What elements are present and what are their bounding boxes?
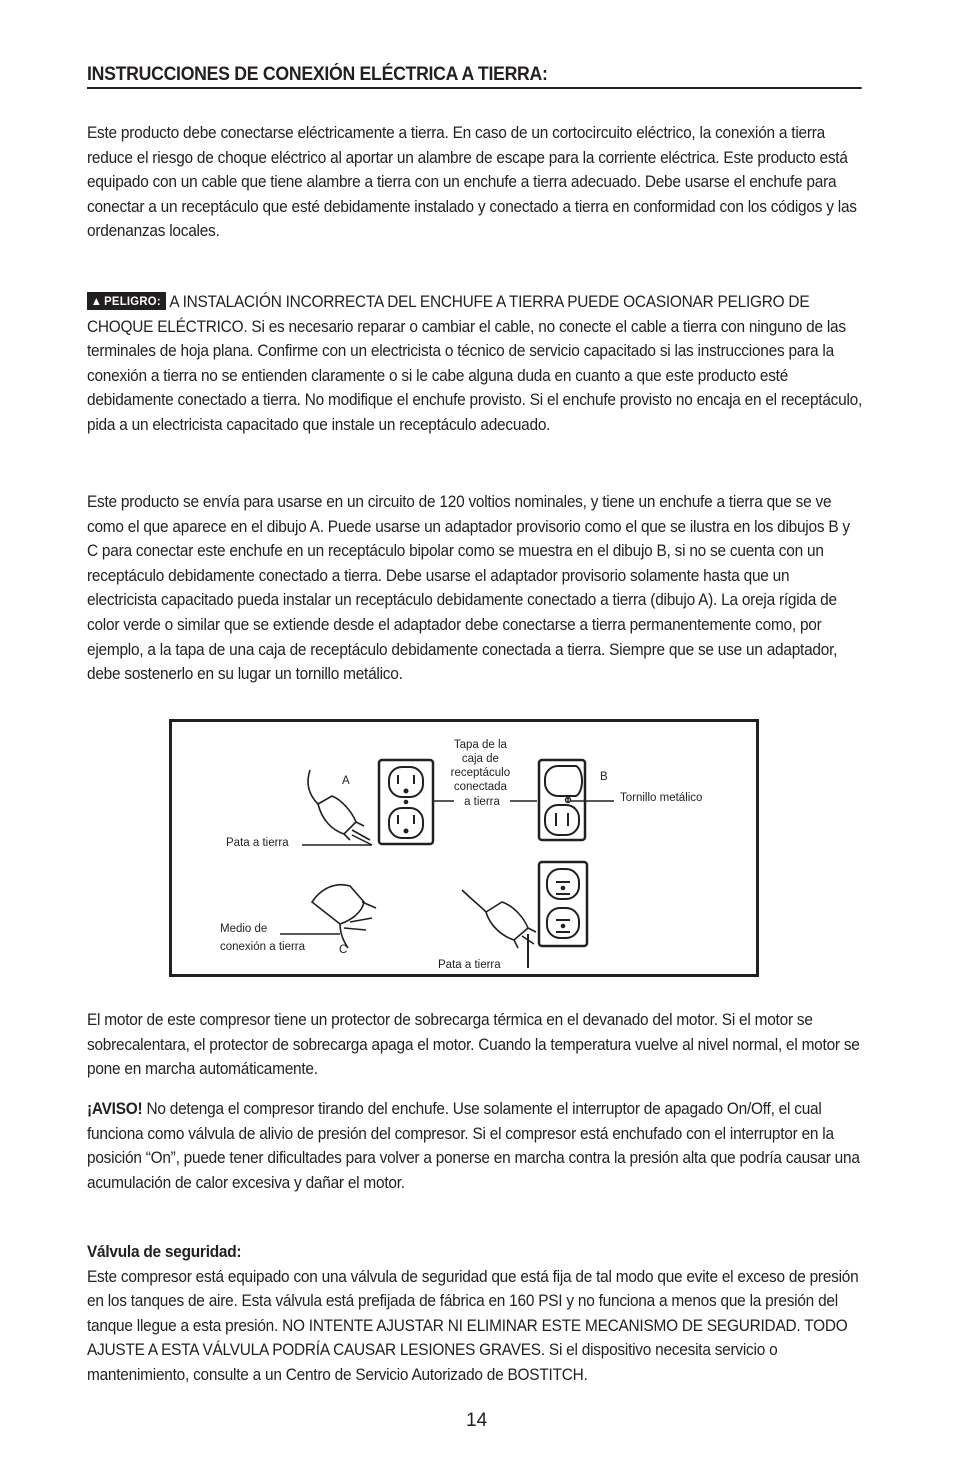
label-c: C: [339, 944, 348, 956]
label-a: A: [342, 775, 350, 787]
manual-page: [87, 64, 863, 1384]
label-tornillo: Tornillo metálico: [620, 792, 703, 804]
label-pata-tierra-2: Pata a tierra: [438, 959, 501, 971]
page-number: 14: [466, 1410, 488, 1431]
aviso-paragraph: [87, 1097, 862, 1195]
grounding-adapter-icon: [312, 885, 376, 948]
two-prong-outlet-with-adapter-icon: [539, 760, 585, 840]
label-medio-2: conexión a tierra: [220, 941, 306, 953]
voltage-paragraph: Este producto se envía para usarse en un circuito de 120 voltios nominales, y tiene un enchufe a tierra que se ve como el que aparece en el dibujo A. Puede usarse un adaptador provisorio como el que se ilustra en los dibujos B y C para conectar este enchufe en un receptáculo bipolar como se muestra en el dibujo B, si no se cuenta con un receptáculo debidamente conectado a tierra. Debe usarse el adaptador provisorio solamente hasta que un electricista capacitado pueda instalar un receptáculo debidamente conectado a tierra (dibujo A). La oreja rígida de color verde o similar que se extiende desde el adaptador debe conectarse a tierra permanentemente como, por ejemplo, a la tapa de una caja de receptáculo debidamente conectada a tierra. Siempre que se use un adaptador, debe sostenerlo en su lugar un tornillo metálico.: [87, 493, 850, 684]
danger-badge-label: PELIGRO:: [104, 294, 161, 308]
grounding-diagram: [169, 719, 759, 977]
grounded-plug-icon: [308, 770, 370, 840]
grounded-outlet-icon: [379, 760, 433, 844]
aviso-label: ¡AVISO!: [87, 1100, 143, 1118]
danger-badge: [87, 292, 166, 310]
section-heading: INSTRUCCIONES DE CONEXIÓN ELÉCTRICA A TIERRA:: [87, 64, 862, 89]
warning-triangle-icon: ▲: [90, 294, 103, 308]
danger-paragraph: [87, 290, 862, 438]
grounded-outlet-icon-2: [539, 862, 587, 946]
grounding-diagram-drawing: [172, 722, 762, 980]
label-tapa: Tapa de la caja de receptáculo conectada a tierra: [450, 739, 511, 808]
grounding-paragraph: Este producto debe conectarse eléctricamente a tierra. En caso de un cortocircuito eléctrico, la conexión a tierra reduce el riesgo de choque eléctrico al aportar un alambre de escape para la corriente eléctrica. Este producto está equipado con un cable que tiene alambre a tierra con un enchufe a tierra adecuado. Debe usarse el enchufe para conectar a un receptáculo que esté debidamente instalado y conectado a tierra en conformidad con los códigos y las ordenanzas locales.: [87, 124, 857, 241]
valve-title: Válvula de seguridad:: [87, 1243, 242, 1261]
valve-text: Este compresor está equipado con una válvula de seguridad que está fija de tal modo que evite el exceso de presión en los tanques de aire. Esta válvula está prefijada de fábrica en 160 PSI y no funciona a menos que la presión del tanque llegue a esta presión. NO INTENTE AJUSTAR NI ELIMINAR ESTE MECANISMO DE SEGURIDAD. TODO AJUSTE A ESTA VÁLVULA PODRÍA CAUSAR LESIONES GRAVES. Si el dispositivo necesita servicio o mantenimiento, consulte a un Centro de Servicio Autorizado de BOSTITCH.: [87, 1267, 859, 1384]
motor-paragraph: El motor de este compresor tiene un protector de sobrecarga térmica en el devanado del motor. Si el motor se sobrecalentara, el protector de sobrecarga apaga el motor. Cuando la temperatura vuelve al nivel normal, el motor se pone en marcha automáticamente.: [87, 1011, 860, 1079]
valve-section: [87, 1240, 862, 1388]
plug-into-outlet-icon: [462, 890, 536, 948]
label-medio-1: Medio de: [220, 923, 268, 935]
danger-text: A INSTALACIÓN INCORRECTA DEL ENCHUFE A TIERRA PUEDE OCASIONAR PELIGRO DE CHOQUE ELÉCTRICO. Si es necesario reparar o cambiar el cable, no conecte el cable a tierra con ninguno de las terminales de hoja plana. Confirme con un electricista o técnico de servicio capacitado si las instrucciones para la conexión a tierra no se entienden claramente o si le cabe alguna duda en cuanto a que este producto esté debidamente conectado a tierra. No modifique el enchufe provisto. Si el enchufe provisto no encaja en el receptáculo, pida a un electricista capacitado que instale un receptáculo adecuado.: [87, 293, 863, 434]
label-b: B: [600, 771, 608, 783]
aviso-text: No detenga el compresor tirando del enchufe. Use solamente el interruptor de apagado On/Off, el cual funciona como válvula de alivio de presión del compresor. Si el compresor está enchufado con el interruptor en la posición “On”, puede tener dificultades para volver a ponerse en marcha contra la presión alta que podría causar una acumulación de calor excesiva y dañar el motor.: [87, 1100, 860, 1192]
label-pata-tierra-1: Pata a tierra: [226, 837, 289, 849]
